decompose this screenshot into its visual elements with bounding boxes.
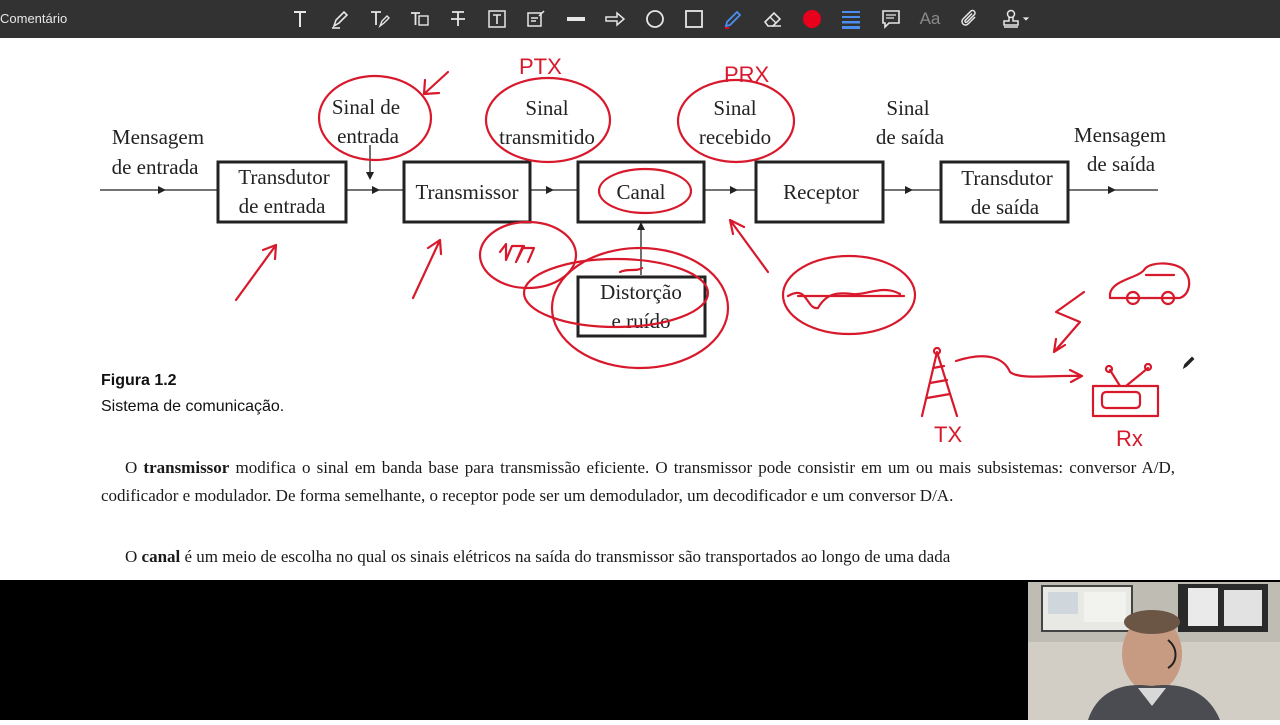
toolbar-title: Comentário bbox=[0, 11, 68, 26]
attach-tool-button[interactable] bbox=[955, 5, 985, 33]
pencil-tool-button[interactable] bbox=[718, 5, 748, 33]
color-swatch-icon bbox=[801, 8, 823, 30]
transmissor-text: Transmissor bbox=[415, 180, 519, 204]
figure-caption-subtitle: Sistema de comunicação. bbox=[101, 398, 285, 415]
eraser-tool-button[interactable] bbox=[758, 5, 788, 33]
sinal-transmitido-label: Sinal bbox=[525, 96, 569, 120]
rectangle-tool-button[interactable] bbox=[679, 5, 709, 33]
highlighter-icon bbox=[329, 8, 351, 30]
text-icon bbox=[289, 8, 311, 30]
ptx-annotation: PTX bbox=[519, 54, 562, 79]
mensagem-saida-label: Mensagem bbox=[1073, 123, 1167, 147]
sinal-saida-label: Sinal bbox=[886, 96, 930, 120]
svg-text:transmitido: transmitido bbox=[499, 125, 595, 149]
svg-text:de entrada: de entrada bbox=[111, 155, 199, 179]
svg-text:de saída: de saída bbox=[970, 195, 1040, 219]
sinal-entrada-label: Sinal de bbox=[331, 95, 401, 119]
strikethrough-icon bbox=[447, 8, 469, 30]
comment-tool-button[interactable] bbox=[876, 5, 906, 33]
arrow-tool-button[interactable] bbox=[600, 5, 630, 33]
comment-icon bbox=[880, 8, 902, 30]
text-highlight-icon bbox=[368, 8, 390, 30]
stamp-tool-button[interactable] bbox=[995, 5, 1035, 33]
webcam-video bbox=[1028, 582, 1280, 720]
font-size-button[interactable] bbox=[915, 5, 945, 33]
replace-text-icon bbox=[525, 8, 547, 30]
transdutor-saida-text: Transdutor bbox=[961, 166, 1053, 190]
line-weight-icon bbox=[840, 8, 862, 30]
circle-icon bbox=[644, 8, 666, 30]
circle-tool-button[interactable] bbox=[640, 5, 670, 33]
text-callout-icon bbox=[486, 8, 508, 30]
svg-text:de saída: de saída bbox=[1086, 152, 1156, 176]
paragraph-transmissor: O transmissor modifica o sinal em banda base para transmissão eficiente. O transmissor pode consistir em um ou mais subsistemas: conversor A/D, codificador e modulador. De forma semelhante, o receptor pode ser um demodulador, um decodificador e um conversor D/A. bbox=[101, 458, 1176, 505]
rectangle-icon bbox=[683, 8, 705, 30]
line-weight-button[interactable] bbox=[836, 5, 866, 33]
strikethrough-tool-button[interactable] bbox=[443, 5, 473, 33]
color-picker-button[interactable] bbox=[797, 5, 827, 33]
sinal-recebido-label: Sinal bbox=[713, 96, 757, 120]
tx-annotation: TX bbox=[934, 422, 963, 447]
svg-text:de entrada: de entrada bbox=[238, 194, 326, 218]
text-box-icon bbox=[408, 8, 430, 30]
mensagem-entrada-label: Mensagem bbox=[111, 125, 205, 149]
highlight-tool-button[interactable] bbox=[325, 5, 355, 33]
canal-text: Canal bbox=[616, 180, 666, 204]
svg-text:de saída: de saída bbox=[875, 125, 945, 149]
paragraph-canal: O canal é um meio de escolha no qual os sinais elétricos na saída do transmissor são transportados ao longo de uma dada bbox=[125, 547, 951, 566]
text-box-tool-button[interactable] bbox=[404, 5, 434, 33]
line-icon bbox=[565, 8, 587, 30]
stamp-icon bbox=[1000, 8, 1022, 30]
annotation-toolbar bbox=[0, 0, 1280, 38]
transdutor-entrada-text: Transdutor bbox=[238, 165, 330, 189]
receptor-text: Receptor bbox=[783, 180, 859, 204]
text-highlight-tool-button[interactable] bbox=[364, 5, 394, 33]
attach-icon bbox=[959, 8, 981, 30]
presenter-video-frame bbox=[1028, 582, 1280, 720]
text-tool-button[interactable] bbox=[285, 5, 315, 33]
distorcao-text: Distorção bbox=[600, 280, 682, 304]
text-callout-tool-button[interactable] bbox=[482, 5, 512, 33]
eraser-icon bbox=[762, 8, 784, 30]
replace-text-tool-button[interactable] bbox=[521, 5, 551, 33]
svg-text:recebido: recebido bbox=[698, 125, 772, 149]
svg-text:e ruído: e ruído bbox=[611, 309, 671, 333]
arrow-icon bbox=[604, 8, 626, 30]
pencil-icon bbox=[722, 8, 744, 30]
line-tool-button[interactable] bbox=[561, 5, 591, 33]
font-size-icon: Aa bbox=[919, 9, 941, 28]
rx-annotation: Rx bbox=[1116, 426, 1143, 451]
prx-annotation: PRX bbox=[724, 62, 770, 87]
pen-cursor-icon bbox=[1180, 354, 1196, 372]
svg-text:entrada: entrada bbox=[337, 124, 399, 148]
chevron-down-icon bbox=[1022, 15, 1030, 23]
document-page bbox=[0, 38, 1280, 580]
figure-caption-title: Figura 1.2 bbox=[101, 372, 177, 389]
